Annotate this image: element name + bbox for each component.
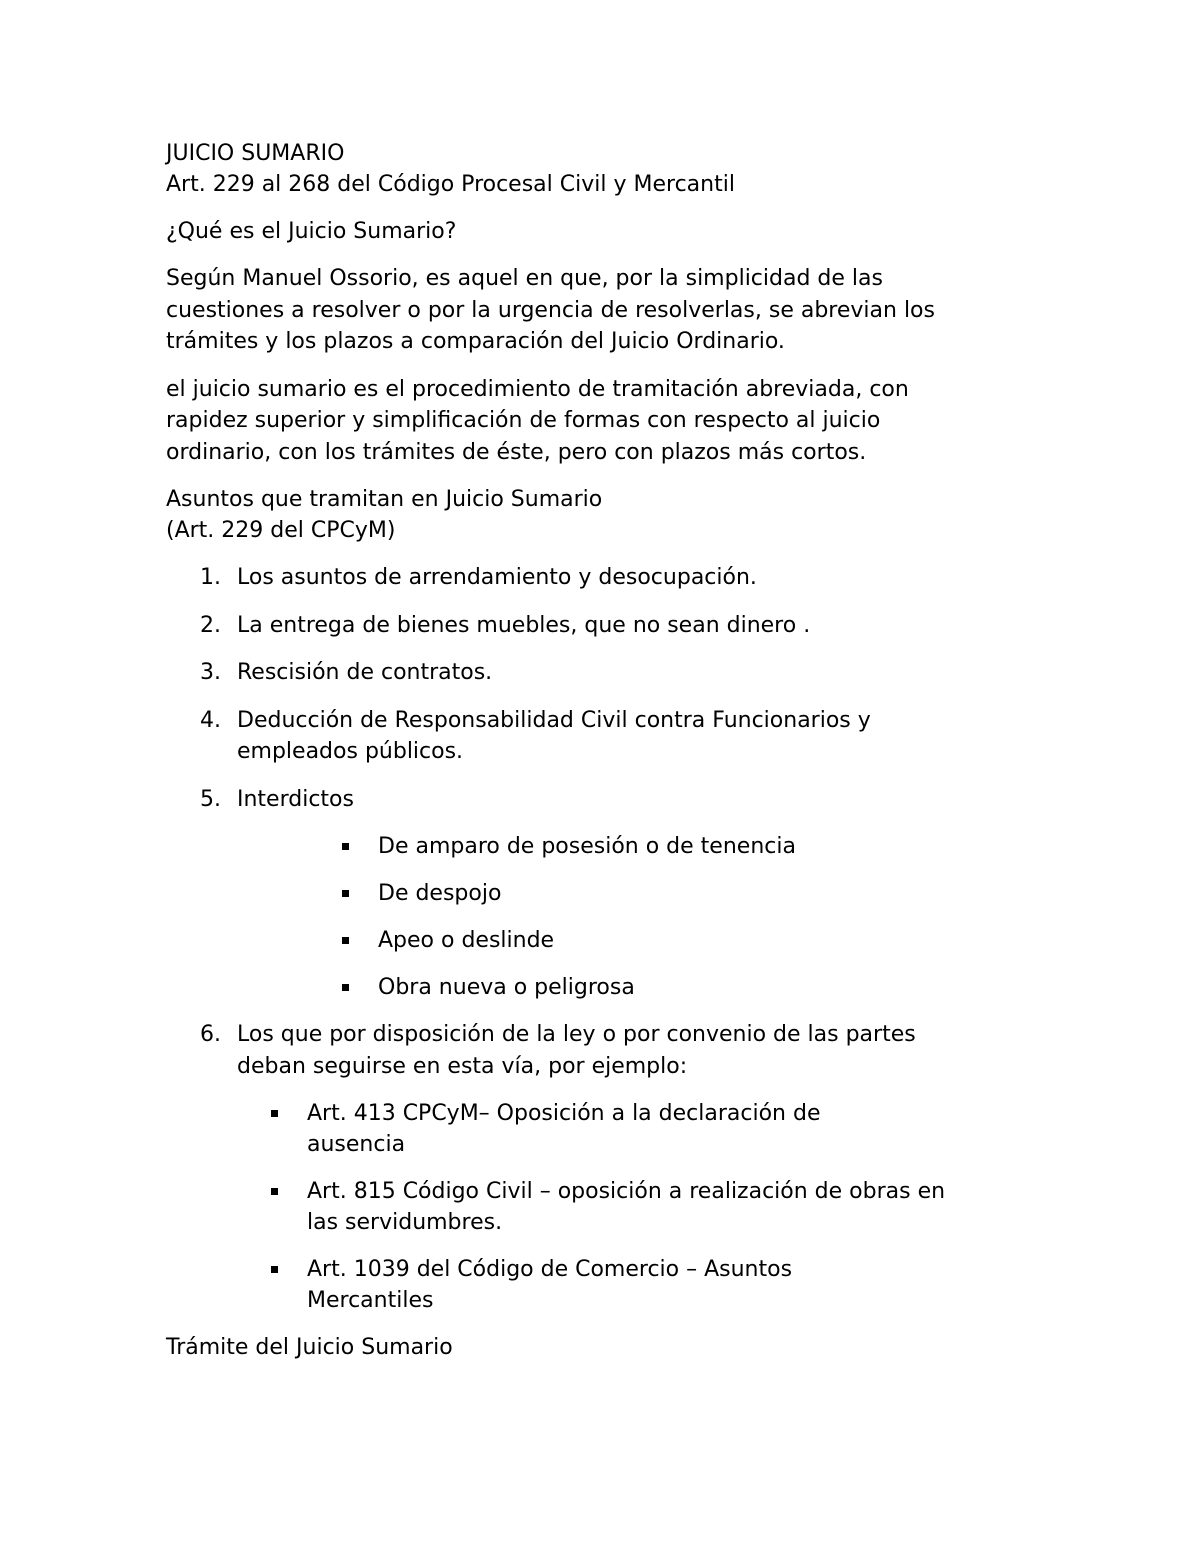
square-bullet-icon — [271, 1110, 278, 1117]
interdicts-sublist — [237, 831, 1046, 1003]
sublist-item — [378, 878, 1048, 909]
sublist-item — [378, 972, 1048, 1003]
list-item — [166, 705, 937, 768]
list-item — [166, 562, 1046, 594]
paragraph-definition-ossorio: Según Manuel Ossorio, es aquel en que, por la simplicidad de las cuestiones a resolver o por la urgencia de resolverlas, se abrevian los trámites y los plazos a comparación del Juicio Ordinario. — [166, 266, 935, 354]
list-item — [166, 610, 1046, 642]
list-item — [166, 657, 1046, 689]
document-subtitle: Art. 229 al 268 del Código Procesal Civil y Mercantil — [166, 172, 735, 197]
list-item-text: Los asuntos de arrendamiento y desocupación. — [237, 565, 757, 590]
square-bullet-icon — [342, 843, 349, 850]
sublist-item — [307, 1254, 867, 1316]
list-item-number: 2. — [200, 612, 221, 638]
sublist-item-text: Art. 815 Código Civil – oposición a realización de obras en las servidumbres. — [307, 1179, 946, 1235]
square-bullet-icon — [342, 937, 349, 944]
list-item-number: 4. — [200, 707, 221, 733]
list-item-number: 1. — [200, 565, 221, 590]
list-item — [166, 784, 1046, 1004]
list-item-text: La entrega de bienes muebles, que no sean dinero . — [237, 612, 811, 638]
sublist-item-text: Apeo o deslinde — [378, 928, 555, 953]
sublist-item-text: De despojo — [378, 881, 502, 906]
square-bullet-icon — [271, 1266, 278, 1273]
sublist-item — [378, 925, 1048, 956]
paragraph-definition-summary: el juicio sumario es el procedimiento de tramitación abreviada, con rapidez superior y simplificación de formas con respecto al juicio ordinario, con los trámites de éste, pero con plazos más cortos. — [166, 376, 909, 465]
sublist-item-text: Art. 1039 del Código de Comercio – Asuntos Mercantiles — [307, 1257, 793, 1313]
examples-sublist — [166, 1098, 987, 1316]
list-item-number: 6. — [200, 1022, 221, 1047]
square-bullet-icon — [342, 890, 349, 897]
sublist-item — [307, 1098, 887, 1160]
sublist-item-text: Art. 413 CPCyM– Oposición a la declaración de ausencia — [307, 1101, 821, 1157]
list-item-number: 3. — [200, 660, 221, 685]
question-heading: ¿Qué es el Juicio Sumario? — [166, 219, 457, 244]
sublist-item — [307, 1176, 967, 1238]
matters-list — [166, 562, 1046, 1316]
document-body — [166, 138, 1046, 1363]
square-bullet-icon — [271, 1188, 278, 1195]
matters-heading: Asuntos que tramitan en Juicio Sumario — [166, 487, 603, 512]
square-bullet-icon — [342, 984, 349, 991]
matters-subheading: (Art. 229 del CPCyM) — [166, 518, 396, 543]
document-title: JUICIO SUMARIO — [166, 141, 345, 166]
list-item-text: Interdictos — [237, 786, 354, 812]
list-item-text: Rescisión de contratos. — [237, 660, 493, 685]
list-item-text: Los que por disposición de la ley o por convenio de las partes deban seguirse en esta vía, por ejemplo: — [237, 1022, 916, 1079]
sublist-item-text: Obra nueva o peligrosa — [378, 975, 635, 1000]
sublist-item-text: De amparo de posesión o de tenencia — [378, 834, 796, 859]
list-item — [166, 1019, 987, 1316]
procedure-heading: Trámite del Juicio Sumario — [166, 1335, 453, 1360]
list-item-text: Deducción de Responsabilidad Civil contra Funcionarios y empleados públicos. — [237, 707, 871, 764]
list-item-number: 5. — [200, 786, 221, 812]
sublist-item — [378, 831, 1048, 862]
